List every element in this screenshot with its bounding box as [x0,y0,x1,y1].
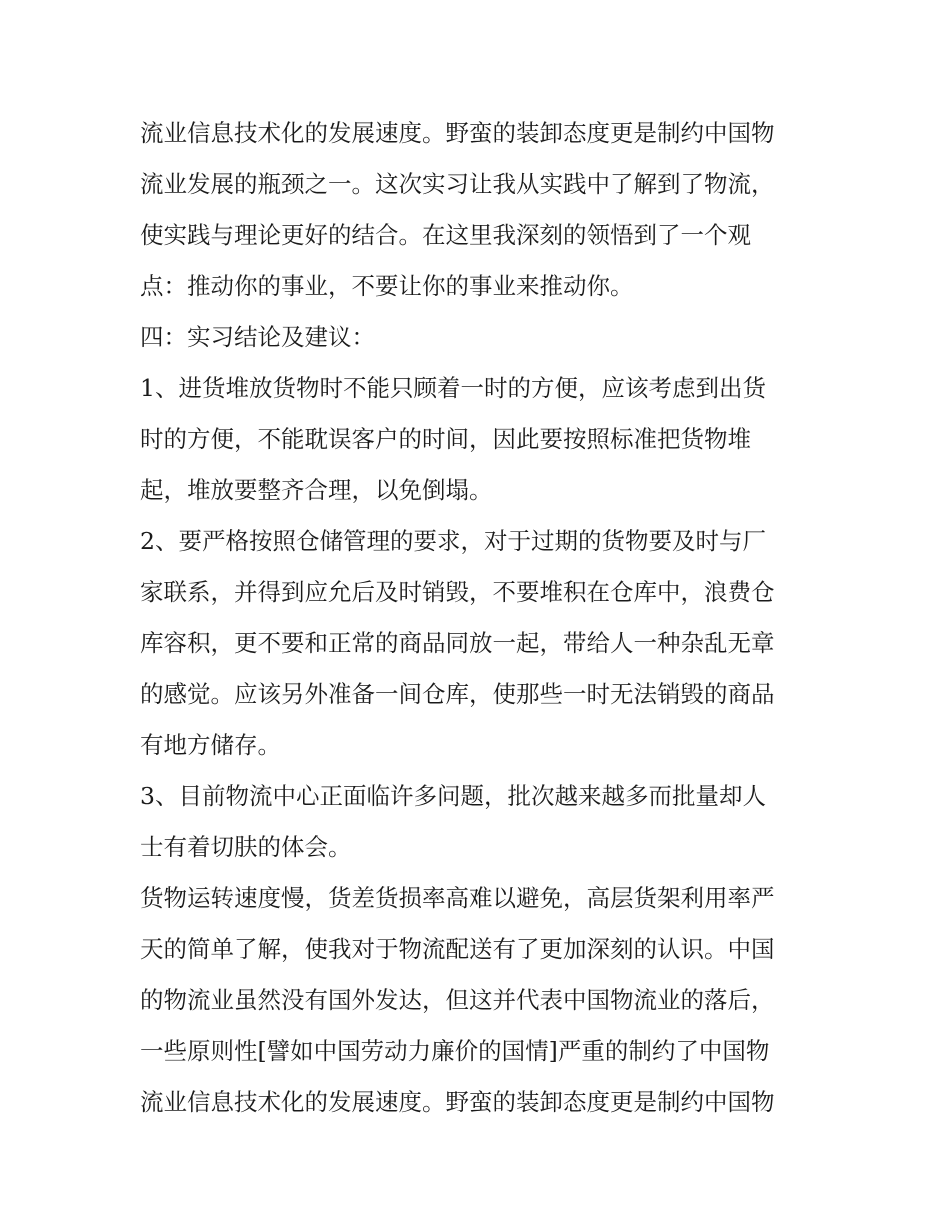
text-line: 家联系，并得到应允后及时销毁，不要堆积在仓库中，浪费仓 [140,578,775,606]
text-line: 的感觉。应该另外准备一间仓库，使那些一时无法销毁的商品 [140,680,775,708]
text-line: 使实践与理论更好的结合。在这里我深刻的领悟到了一个观 [140,221,751,249]
text-line: 流业信息技术化的发展速度。野蛮的装卸态度更是制约中国物 [140,119,775,147]
text-line: 1、进货堆放货物时不能只顾着一时的方便，应该考虑到出货 [140,374,766,402]
document-text-body [140,108,820,1128]
text-line: 流业信息技术化的发展速度。野蛮的装卸态度更是制约中国物 [140,1088,775,1116]
text-line: 点：推动你的事业，不要让你的事业来推动你。 [140,272,634,300]
text-line: 的物流业虽然没有国外发达，但这并代表中国物流业的落后， [140,986,775,1014]
text-line: 天的简单了解，使我对于物流配送有了更加深刻的认识。中国 [140,935,775,963]
text-line: 有地方储存。 [140,731,281,759]
text-line: 3、目前物流中心正面临许多问题，批次越来越多而批量却人 [140,782,766,810]
text-line: 流业发展的瓶颈之一。这次实习让我从实践中了解到了物流， [140,170,775,198]
text-line: 一些原则性[譬如中国劳动力廉价的国情]严重的制约了中国物 [140,1037,770,1065]
section-heading: 四：实习结论及建议： [140,323,375,351]
text-line: 时的方便，不能耽误客户的时间，因此要按照标准把货物堆 [140,425,751,453]
text-line: 士有着切肤的体会。 [140,833,352,861]
text-line: 库容积，更不要和正常的商品同放一起，带给人一种杂乱无章 [140,629,775,657]
text-line: 起，堆放要整齐合理，以免倒塌。 [140,476,493,504]
text-line: 2、要严格按照仓储管理的要求，对于过期的货物要及时与厂 [140,527,766,555]
text-line: 货物运转速度慢，货差货损率高难以避免，高层货架利用率严 [140,884,775,912]
